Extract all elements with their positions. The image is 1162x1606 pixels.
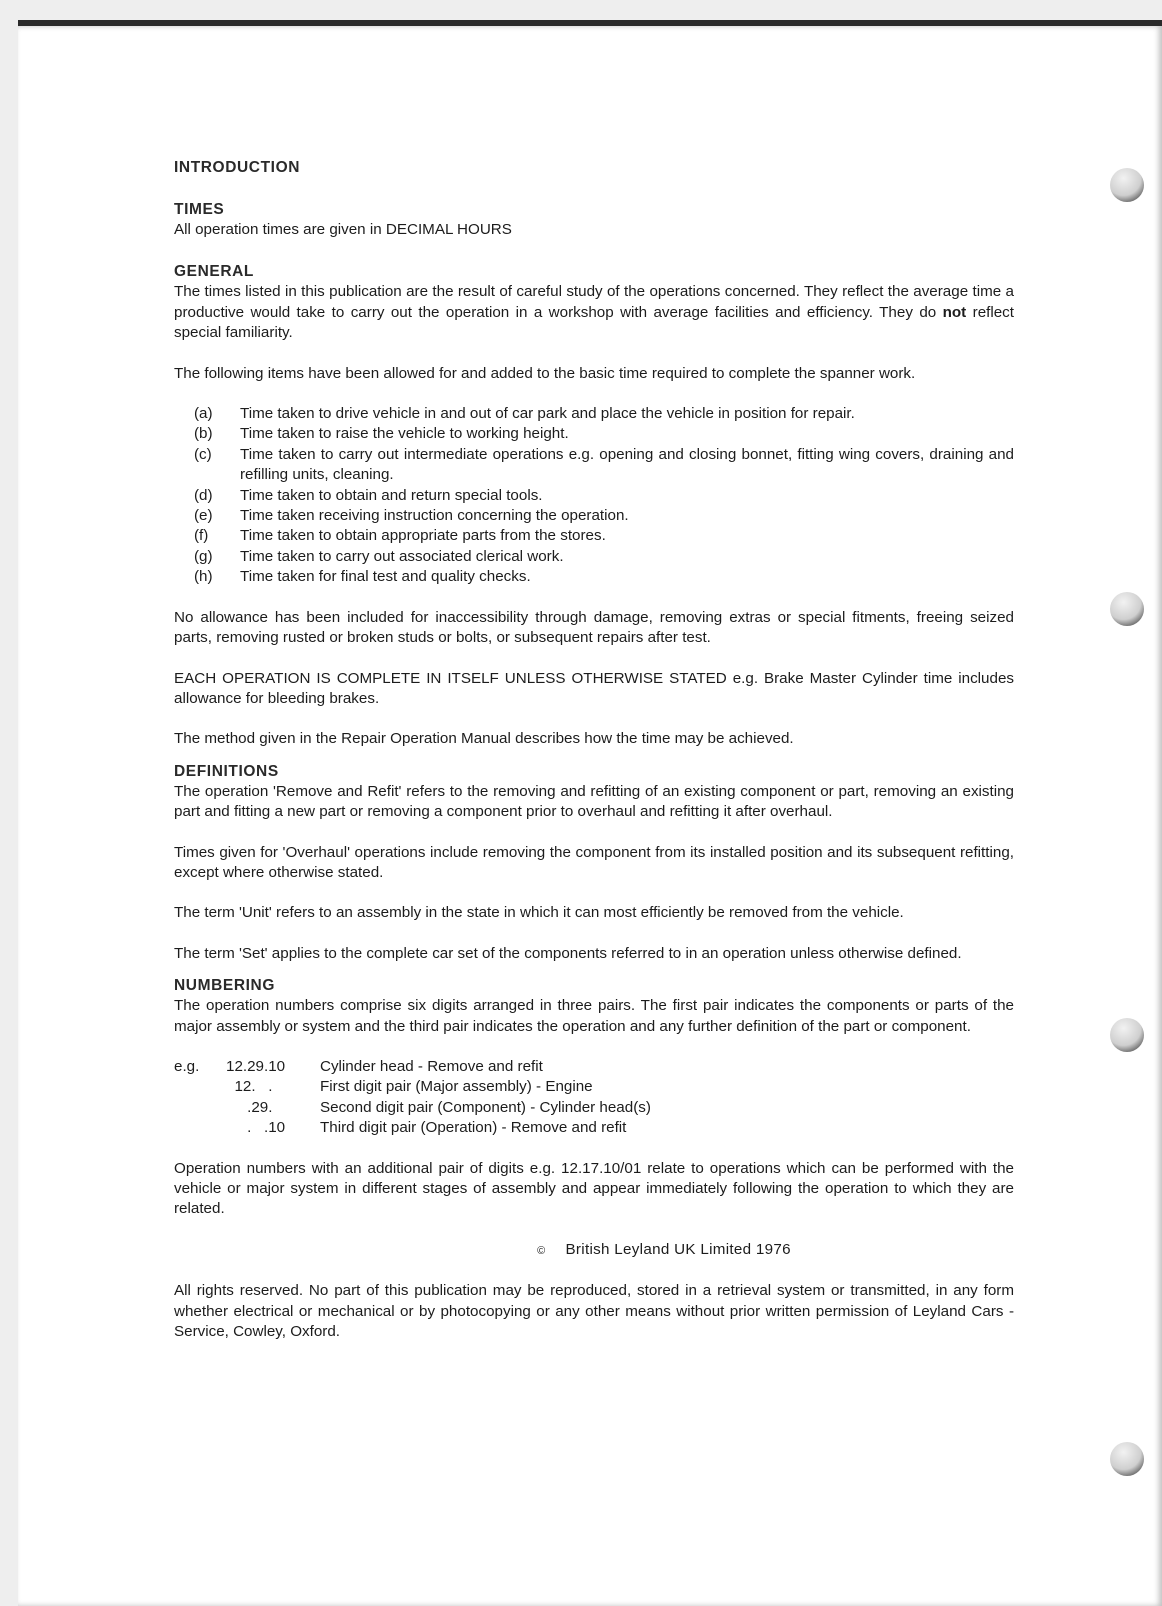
general-paragraph-1-end: reflect special familiarity. xyxy=(174,303,1014,342)
list-item xyxy=(194,506,1014,526)
punch-hole xyxy=(1110,592,1144,626)
list-item-text: Time taken for final test and quality checks. xyxy=(240,568,531,586)
copyright-icon: © xyxy=(537,1244,546,1257)
allowance-list xyxy=(174,404,1014,588)
example-code: 12. . xyxy=(226,1078,273,1096)
general-heading: GENERAL xyxy=(174,263,254,281)
example-description: First digit pair (Major assembly) - Engine xyxy=(320,1078,593,1096)
list-item-text: Time taken to raise the vehicle to working height. xyxy=(240,425,569,443)
list-item xyxy=(194,445,1014,486)
punch-hole xyxy=(1110,1442,1144,1476)
example-code: . .10 xyxy=(226,1119,286,1137)
example-prefix: e.g. xyxy=(174,1057,200,1075)
definitions-paragraph-4: The term 'Set' applies to the complete car set of the components referred to in an operation unless otherwise defined. xyxy=(174,944,962,962)
list-item-label: (c) xyxy=(194,445,212,463)
times-heading: TIMES xyxy=(174,201,225,218)
example-code: .29. xyxy=(226,1098,273,1116)
list-item xyxy=(194,404,1014,424)
list-item-text: Time taken to carry out associated clerical work. xyxy=(240,547,564,565)
example-description: Cylinder head - Remove and refit xyxy=(320,1057,543,1075)
definitions-paragraph-1: The operation 'Remove and Refit' refers to the removing and refitting of an existing component or part, removing an existing part and fitting a new part or removing a component prior to overhaul and refitting it after overhaul. xyxy=(174,782,1014,821)
copyright-text: British Leyland UK Limited 1976 xyxy=(565,1240,791,1258)
rights-notice: All rights reserved. No part of this publication may be reproduced, stored in a retrieval system or transmitted, in any form whether electrical or mechanical or by photocopying or any other means without prior written permission of Leyland Cars - Service, Cowley, Oxford. xyxy=(174,1282,1014,1341)
list-item xyxy=(194,526,1014,546)
example-prefix xyxy=(174,1118,226,1138)
definitions-paragraph-2: Times given for 'Overhaul' operations include removing the component from its installed position and its subsequent refitting, except where otherwise stated. xyxy=(174,843,1014,881)
list-item xyxy=(194,424,1014,444)
general-paragraph-4: EACH OPERATION IS COMPLETE IN ITSELF UNLESS OTHERWISE STATED e.g. Brake Master Cylinder time includes allowance for bleeding brakes. xyxy=(174,669,1014,707)
definitions-heading: DEFINITIONS xyxy=(174,762,279,780)
list-item xyxy=(194,486,1014,506)
numbering-example xyxy=(174,1057,1014,1139)
list-item-label: (a) xyxy=(194,405,213,423)
numbering-paragraph-2: Operation numbers with an additional pair of digits e.g. 12.17.10/01 relate to operations which can be performed with the vehicle or major system in different stages of assembly and appear immediately following the operation to which they are related. xyxy=(174,1159,1014,1218)
punch-hole xyxy=(1110,168,1144,202)
list-item-text: Time taken to obtain and return special tools. xyxy=(240,486,543,504)
list-item-label: (b) xyxy=(194,425,213,443)
numbering-heading: NUMBERING xyxy=(174,977,275,995)
list-item-text: Time taken to drive vehicle in and out of car park and place the vehicle in position for repair. xyxy=(240,405,855,423)
general-paragraph-3: No allowance has been included for inaccessibility through damage, removing extras or special fitments, freeing seized parts, removing rusted or broken studs or bolts, or subsequent repairs after test. xyxy=(174,608,1014,647)
introduction-heading: INTRODUCTION xyxy=(174,159,301,176)
list-item-label: (h) xyxy=(194,568,213,586)
list-item xyxy=(194,567,1014,587)
example-prefix xyxy=(174,1077,226,1097)
list-item-text: Time taken to carry out intermediate operations e.g. opening and closing bonnet, fitting wing covers, draining and refilling units, cleaning. xyxy=(240,445,1014,484)
example-prefix xyxy=(174,1098,226,1118)
example-description: Third digit pair (Operation) - Remove and refit xyxy=(320,1119,627,1137)
list-item-label: (e) xyxy=(194,507,213,525)
document-content xyxy=(174,158,1014,1342)
list-item-text: Time taken receiving instruction concerning the operation. xyxy=(240,507,629,525)
list-item-text: Time taken to obtain appropriate parts from the stores. xyxy=(240,527,606,545)
example-code: 12.29.10 xyxy=(226,1057,286,1075)
general-paragraph-2: The following items have been allowed for and added to the basic time required to complete the spanner work. xyxy=(174,364,916,382)
list-item xyxy=(194,547,1014,567)
general-paragraph-5: The method given in the Repair Operation Manual describes how the time may be achieved. xyxy=(174,730,794,748)
copyright-line xyxy=(174,1240,1014,1261)
punch-hole xyxy=(1110,1018,1144,1052)
times-text: All operation times are given in DECIMAL HOURS xyxy=(174,221,512,238)
example-description: Second digit pair (Component) - Cylinder head(s) xyxy=(320,1098,651,1116)
numbering-paragraph-1: The operation numbers comprise six digits arranged in three pairs. The first pair indicates the components or parts of the major assembly or system and the third pair indicates the operation and any further definition of the part or component. xyxy=(174,997,1014,1035)
general-paragraph-1 xyxy=(174,282,1014,343)
list-item-label: (g) xyxy=(194,547,213,565)
general-paragraph-1-start: The times listed in this publication are the result of careful study of the operations concerned. They reflect the average time a productive would take to carry out the operation in a workshop with average facilities and efficiency. They do xyxy=(174,283,1014,321)
list-item-label: (d) xyxy=(194,486,213,504)
emphasis-not: not xyxy=(942,303,967,321)
list-item-label: (f) xyxy=(194,527,209,545)
definitions-paragraph-3: The term 'Unit' refers to an assembly in the state in which it can most efficiently be removed from the vehicle. xyxy=(174,904,904,922)
